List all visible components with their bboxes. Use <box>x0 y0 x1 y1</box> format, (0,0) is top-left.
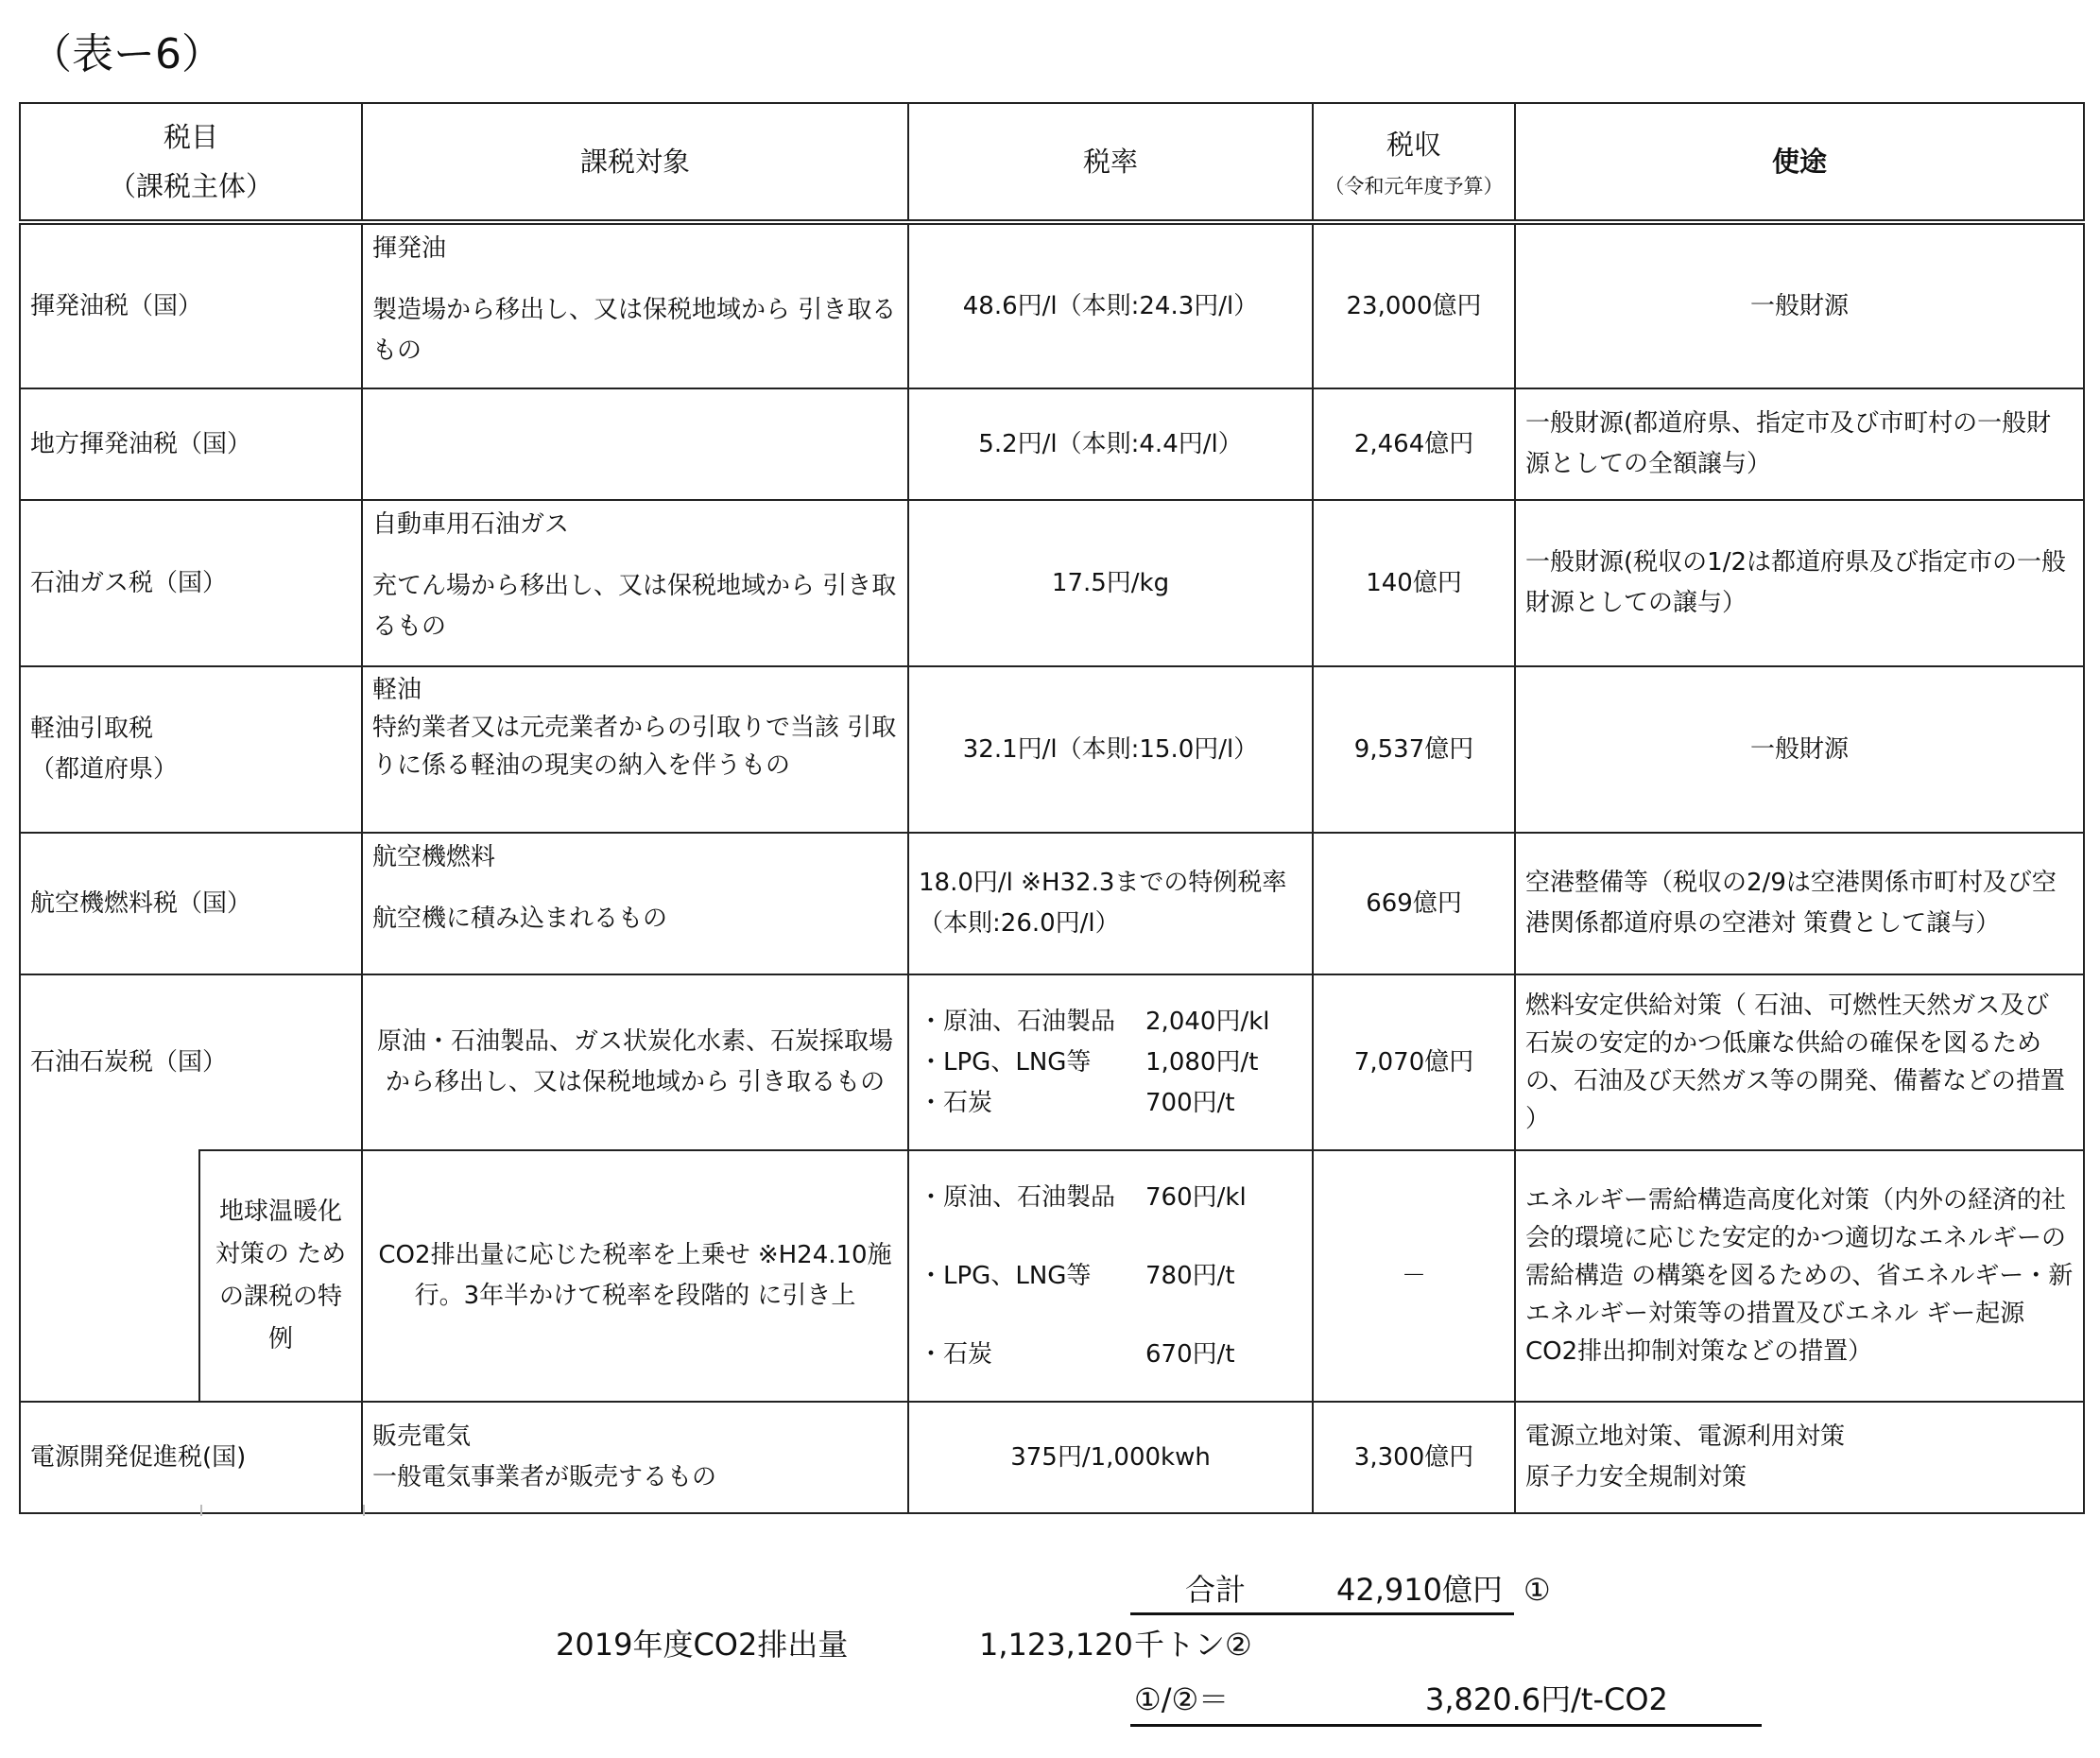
tax-name-local-gasoline: 地方揮発油税（国） <box>20 388 362 500</box>
header-tax-item-sub: （課税主体） <box>109 170 274 202</box>
tax-object-petroleum-coal: 原油・石油製品、ガス状炭化水素、石炭採取場から移出し、又は保税地域から 引き取るもの <box>362 974 908 1150</box>
header-use: 使途 <box>1515 103 2084 222</box>
header-revenue-sub: （令和元年度予算） <box>1324 175 1504 198</box>
use-warming: エネルギー需給構造高度化対策（内外の経済的社会的環境に応じた安定的かつ適切なエネルギーの需給構造 の構築を図るための、省エネルギー・新エネルギー対策等の措置及びエネル ギー起源CO2排出抑制対策などの措置） <box>1515 1150 2084 1402</box>
table-caption: （表ー6） <box>30 30 223 78</box>
co2-value: 1,123,120 <box>979 1627 1133 1663</box>
revenue-power: 3,300億円 <box>1313 1402 1515 1513</box>
use-gasoline: 一般財源 <box>1515 222 2084 388</box>
indent-cell <box>20 1150 199 1402</box>
tax-name-aviation: 航空機燃料税（国） <box>20 833 362 974</box>
tax-rate-local-gasoline: 5.2円/l（本則:4.4円/l） <box>908 388 1313 500</box>
table-row <box>20 222 2084 388</box>
tax-object-desc: 航空機に積み込まれるもの <box>372 905 668 933</box>
tax-name-diesel <box>20 666 362 833</box>
rate-value: 670円/t <box>1145 1339 1235 1369</box>
ratio-underline <box>1130 1724 1762 1727</box>
ratio-label: ①/②＝ <box>1134 1681 1230 1717</box>
header-revenue-label: 税収 <box>1386 129 1442 161</box>
tax-object-gasoline <box>362 222 908 388</box>
rate-line <box>919 1043 1302 1083</box>
rate-line <box>919 1256 1302 1297</box>
tax-object-desc: 充てん場から移出し、又は保税地域から 引き取るもの <box>372 572 897 641</box>
table-header-row <box>20 103 2084 222</box>
use-diesel: 一般財源 <box>1515 666 2084 833</box>
tax-object-power <box>362 1402 908 1513</box>
revenue-aviation: 669億円 <box>1313 833 1515 974</box>
rate-line <box>919 1002 1302 1043</box>
header-tax-item-label: 税目 <box>164 121 219 153</box>
table-row <box>20 833 2084 974</box>
tax-rate-diesel: 32.1円/l（本則:15.0円/l） <box>908 666 1313 833</box>
rate-label: ・原油、石油製品 <box>919 1182 1116 1212</box>
co2-unit: 千トン② <box>1134 1627 1252 1663</box>
rate-label: ・LPG、LNG等 <box>919 1047 1092 1077</box>
table-stub-mark <box>200 1505 202 1516</box>
tax-rate-lpg: 17.5円/kg <box>908 500 1313 666</box>
tax-name-line: （都道府県） <box>30 755 179 784</box>
revenue-diesel: 9,537億円 <box>1313 666 1515 833</box>
tax-object-aviation <box>362 833 908 974</box>
rate-line <box>919 1335 1302 1375</box>
tax-name-petroleum-coal: 石油石炭税（国） <box>20 974 362 1150</box>
revenue-petroleum-coal: 7,070億円 <box>1313 974 1515 1150</box>
use-petroleum-coal: 燃料安定供給対策（ 石油、可燃性天然ガス及び石炭の安定的かつ低廉な供給の確保を図るため の、石油及び天然ガス等の開発、備蓄などの措置 ） <box>1515 974 2084 1150</box>
tax-name-gasoline: 揮発油税（国） <box>20 222 362 388</box>
tax-object-lpg <box>362 500 908 666</box>
tax-object-desc: 一般電気事業者が販売するもの <box>372 1463 717 1491</box>
rate-value: 760円/kl <box>1145 1182 1247 1212</box>
tax-name-warming: 地球温暖化対策の ための課税の特例 <box>199 1150 362 1402</box>
total-value: 42,910億円 <box>1336 1572 1503 1608</box>
total-underline <box>1130 1612 1514 1615</box>
tax-name-line: 軽油引取税 <box>30 715 154 743</box>
ratio-value: 3,820.6円/t-CO2 <box>1425 1681 1668 1717</box>
rate-label: ・原油、石油製品 <box>919 1007 1116 1036</box>
rate-value: 780円/t <box>1145 1261 1235 1290</box>
tax-object-desc: 製造場から移出し、又は保税地域から 引き取るもの <box>372 296 897 365</box>
tax-object-local-gasoline <box>362 388 908 500</box>
revenue-gasoline: 23,000億円 <box>1313 222 1515 388</box>
rate-value: 2,040円/kl <box>1145 1007 1270 1036</box>
revenue-lpg: 140億円 <box>1313 500 1515 666</box>
table-row <box>20 1402 2084 1513</box>
rate-line <box>919 1083 1302 1124</box>
rate-label: ・LPG、LNG等 <box>919 1261 1092 1290</box>
tax-rates-warming <box>908 1150 1313 1402</box>
rate-line <box>919 1178 1302 1218</box>
use-lpg: 一般財源(税収の1/2は都道府県及び指定市の一般財源としての譲与） <box>1515 500 2084 666</box>
use-aviation: 空港整備等（税収の2/9は空港関係市町村及び空港関係都道府県の空港対 策費として譲与） <box>1515 833 2084 974</box>
total-label: 合計 <box>1185 1572 1247 1608</box>
table-row <box>20 500 2084 666</box>
tax-object-title: 販売電気 <box>372 1422 472 1451</box>
tax-rate-aviation: 18.0円/l ※H32.3までの特例税率（本則:26.0円/l） <box>908 833 1313 974</box>
co2-label: 2019年度CO2排出量 <box>556 1627 849 1663</box>
tax-object-title: 航空機燃料 <box>372 843 496 871</box>
table-row <box>20 974 2084 1150</box>
use-power <box>1515 1402 2084 1513</box>
tax-object-diesel <box>362 666 908 833</box>
revenue-local-gasoline: 2,464億円 <box>1313 388 1515 500</box>
header-tax-rate: 税率 <box>908 103 1313 222</box>
use-line: 原子力安全規制対策 <box>1525 1463 1747 1491</box>
tax-object-title: 軽油 <box>372 676 422 704</box>
use-local-gasoline: 一般財源(都道府県、指定市及び市町村の一般財源としての全額譲与） <box>1515 388 2084 500</box>
tax-object-desc: 特約業者又は元売業者からの引取りで当該 引取りに係る軽油の現実の納入を伴うもの <box>372 714 897 780</box>
header-tax-object: 課税対象 <box>362 103 908 222</box>
table-stub-mark <box>363 1505 365 1516</box>
use-line: 電源立地対策、電源利用対策 <box>1525 1422 1846 1451</box>
tax-object-title: 自動車用石油ガス <box>372 510 570 539</box>
total-mark: ① <box>1523 1572 1551 1608</box>
tax-name-power: 電源開発促進税(国) <box>20 1402 362 1513</box>
tax-name-lpg: 石油ガス税（国） <box>20 500 362 666</box>
table-row <box>20 666 2084 833</box>
header-revenue <box>1313 103 1515 222</box>
tax-object-title: 揮発油 <box>372 234 447 263</box>
tax-rate-gasoline: 48.6円/l（本則:24.3円/l） <box>908 222 1313 388</box>
rate-label: ・石炭 <box>919 1088 993 1117</box>
tax-rates-petroleum-coal <box>908 974 1313 1150</box>
revenue-warming: － <box>1313 1150 1515 1402</box>
tax-object-warming: CO2排出量に応じた税率を上乗せ ※H24.10施行。3年半かけて税率を段階的 に引き上 <box>362 1150 908 1402</box>
rate-value: 700円/t <box>1145 1088 1235 1117</box>
rate-value: 1,080円/t <box>1145 1047 1259 1077</box>
table-row <box>20 1150 2084 1402</box>
rate-label: ・石炭 <box>919 1339 993 1369</box>
tax-rate-power: 375円/1,000kwh <box>908 1402 1313 1513</box>
header-tax-item <box>20 103 362 222</box>
table-row <box>20 388 2084 500</box>
tax-table <box>19 102 2085 1514</box>
